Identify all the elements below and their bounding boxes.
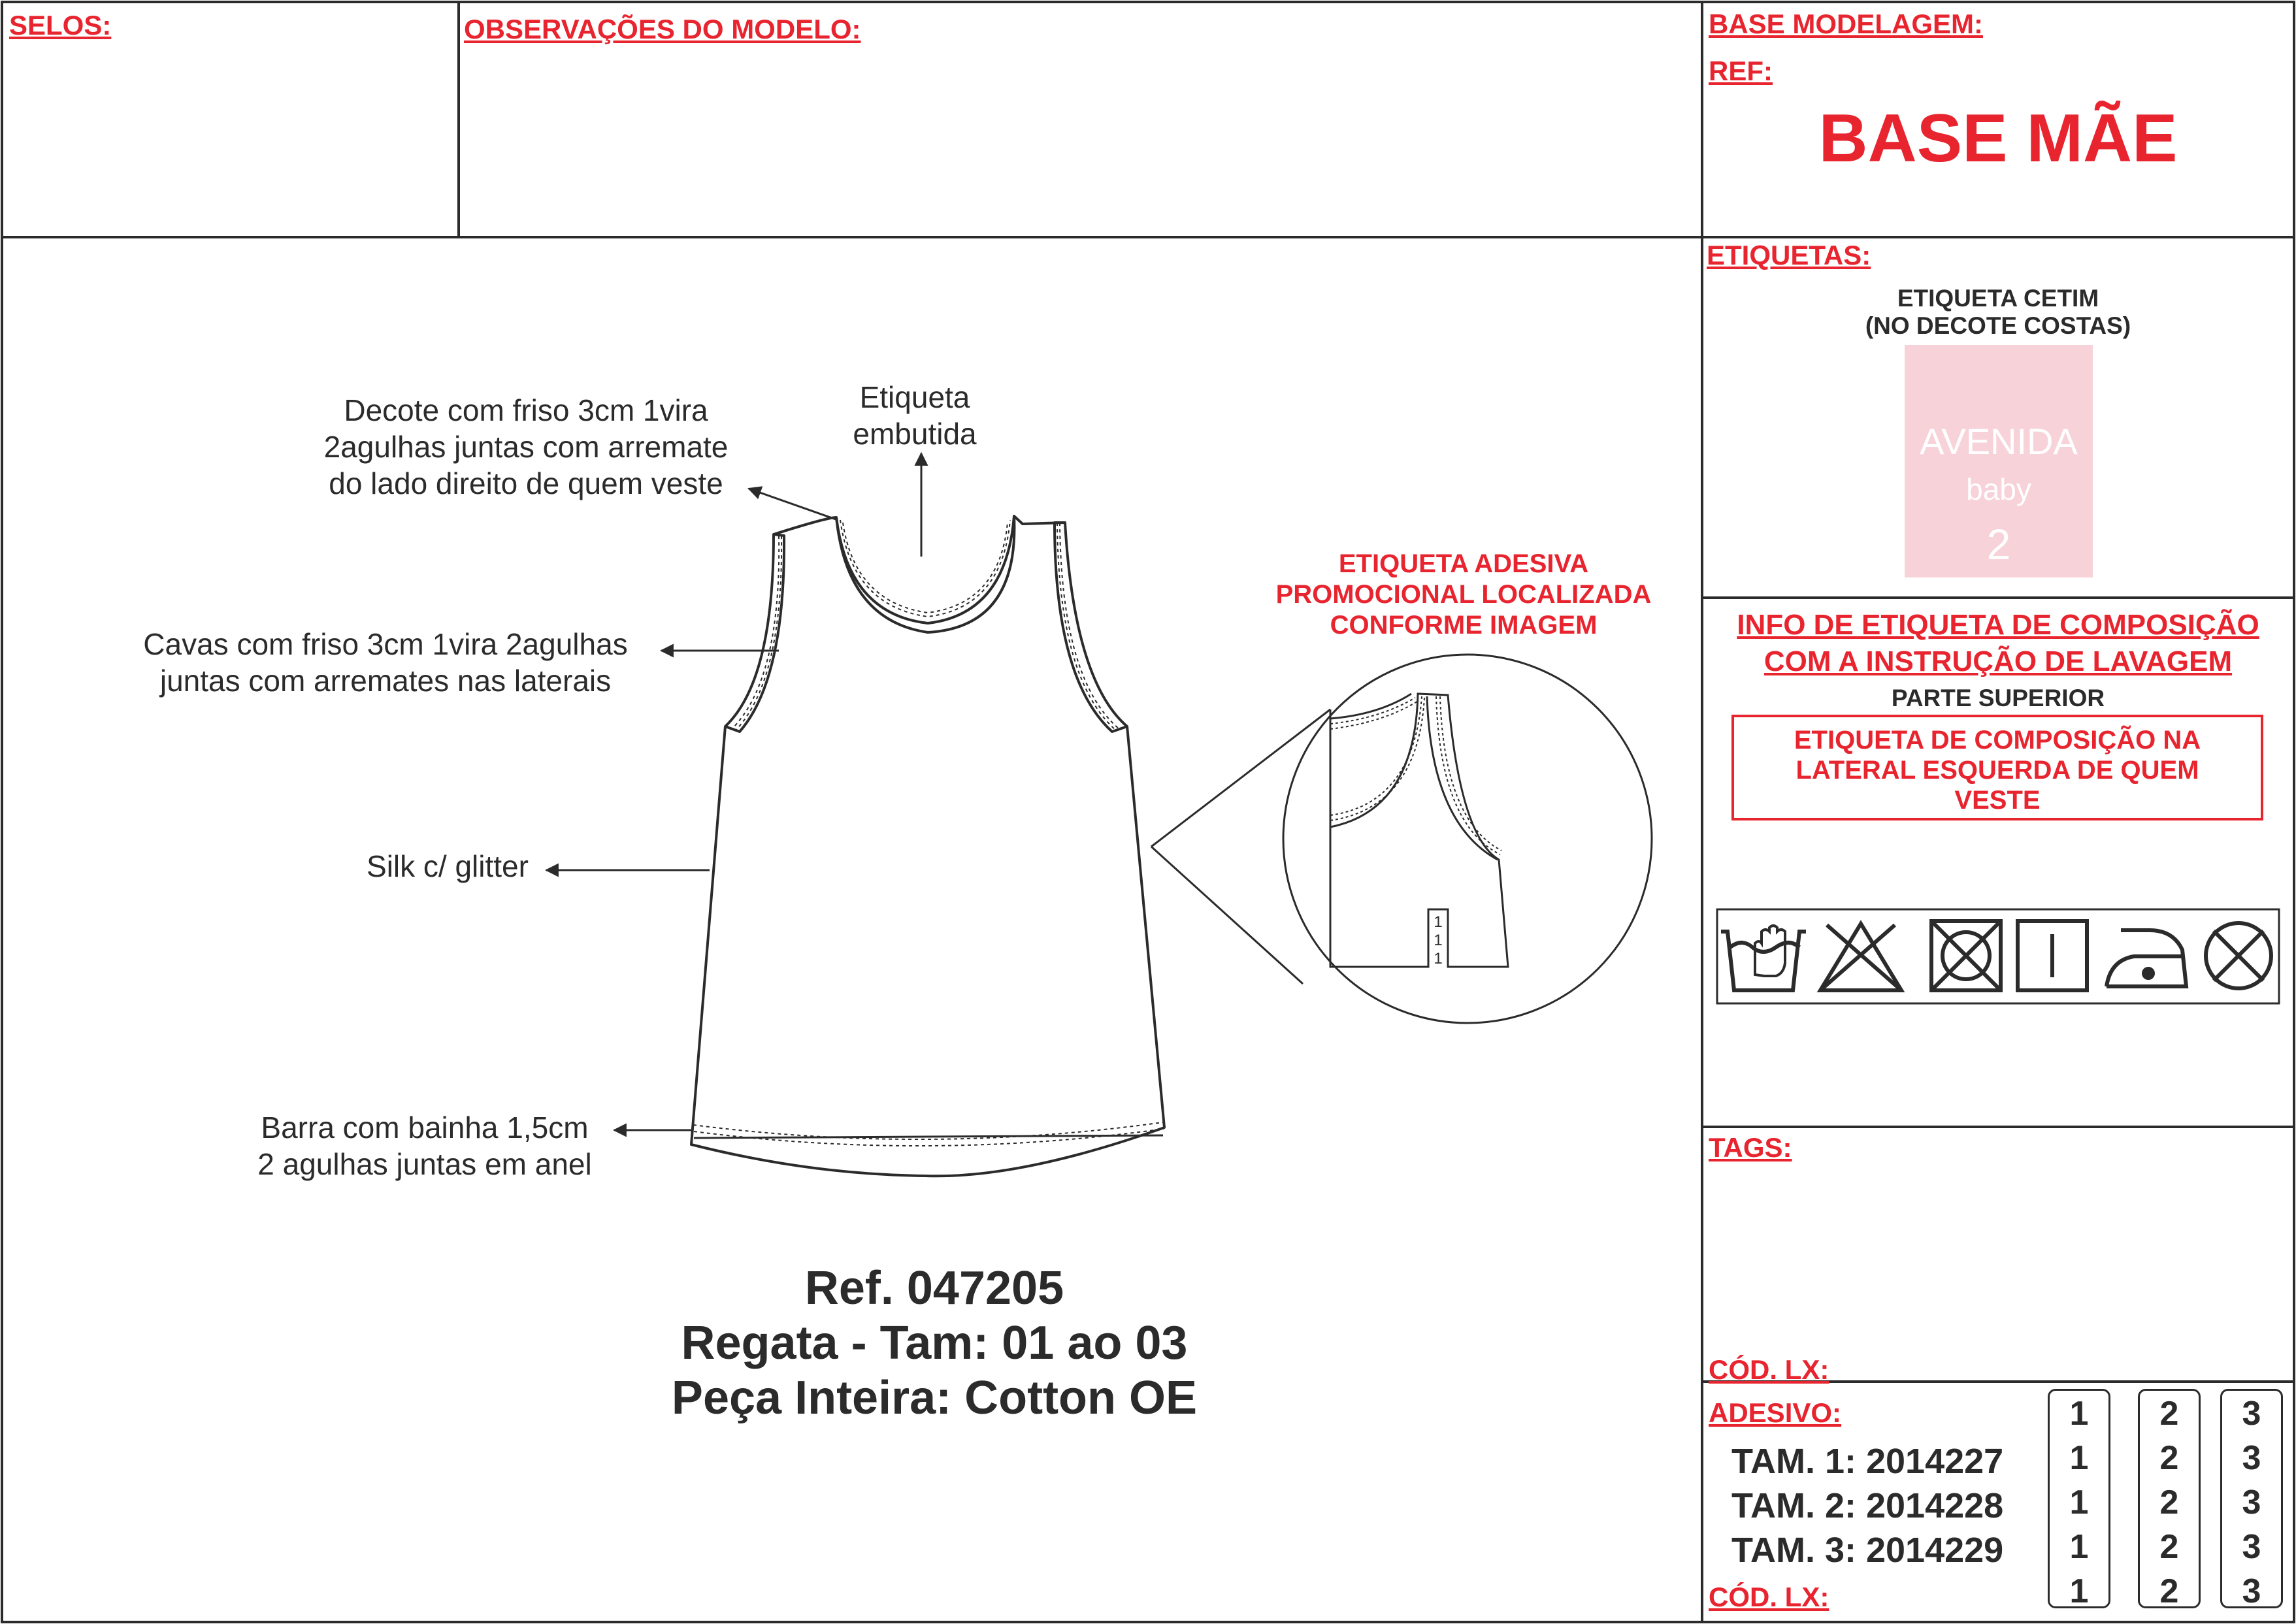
tam2-code: TAM. 2: 2014228 bbox=[1731, 1486, 2004, 1525]
composicao-title-line1: INFO DE ETIQUETA DE COMPOSIÇÃO bbox=[1737, 609, 2259, 641]
cavas-line: Cavas com friso 3cm 1vira 2agulhas bbox=[143, 627, 628, 661]
tags-label: TAGS: bbox=[1709, 1132, 1792, 1163]
size-cell: 1 bbox=[2069, 1484, 2089, 1521]
barra-line: 2 agulhas juntas em anel bbox=[257, 1147, 592, 1181]
composicao-title-line2: COM A INSTRUÇÃO DE LAVAGEM bbox=[1763, 645, 2233, 677]
size-column-2 bbox=[2140, 1391, 2199, 1614]
composicao-box-line2: LATERAL ESQUERDA DE QUEM bbox=[1796, 756, 2199, 785]
decote-annotation bbox=[294, 392, 758, 502]
size-cell: 2 bbox=[2159, 1572, 2179, 1610]
decote-line: 2agulhas juntas com arremate bbox=[323, 430, 729, 464]
base-modelagem-label: BASE MODELAGEM: bbox=[1709, 8, 1983, 39]
barra-annotation bbox=[235, 1109, 614, 1182]
tam3-code: TAM. 3: 2014229 bbox=[1731, 1531, 2004, 1570]
size-cell: 2 bbox=[2159, 1528, 2179, 1566]
adesiva-line: PROMOCIONAL LOCALIZADA bbox=[1275, 580, 1652, 609]
size-cell: 2 bbox=[2159, 1484, 2179, 1521]
no-tumble-dry-icon bbox=[1931, 921, 2001, 990]
etiqueta-embutida-annotation bbox=[817, 379, 1013, 452]
adesiva-line: ETIQUETA ADESIVA bbox=[1338, 549, 1589, 578]
size-cell: 1 bbox=[2069, 1528, 2089, 1566]
brand-sub: baby bbox=[1966, 472, 2031, 506]
cod-lx-label-1: CÓD. LX: bbox=[1709, 1354, 1829, 1385]
tam1-code: TAM. 1: 2014227 bbox=[1731, 1442, 2004, 1481]
care-symbols-strip bbox=[1716, 908, 2280, 1005]
no-bleach-icon bbox=[1820, 924, 1901, 990]
adesivo-label: ADESIVO: bbox=[1709, 1397, 1842, 1428]
decote-arrow bbox=[749, 489, 838, 520]
size-column-3 bbox=[2222, 1391, 2281, 1614]
etiqueta-embutida-line: embutida bbox=[853, 417, 977, 451]
size-cell: 1 bbox=[2069, 1395, 2089, 1433]
zoom-size-label bbox=[1428, 913, 1448, 968]
zoom-digit: 1 bbox=[1434, 932, 1443, 949]
size-cell: 2 bbox=[2159, 1439, 2179, 1477]
adesiva-annotation bbox=[1228, 549, 1699, 641]
size-cell: 3 bbox=[2242, 1395, 2261, 1433]
base-title: BASE MÃE bbox=[1818, 101, 2178, 176]
satin-brand-label bbox=[1905, 345, 2093, 577]
no-dry-clean-icon bbox=[2206, 923, 2271, 988]
zoom-digit: 1 bbox=[1434, 950, 1443, 967]
size-cell: 1 bbox=[2069, 1439, 2089, 1477]
size-cell: 3 bbox=[2242, 1439, 2261, 1477]
cod-lx-label-2: CÓD. LX: bbox=[1709, 1582, 1829, 1612]
ref-label: REF: bbox=[1709, 56, 1773, 86]
etiqueta-embutida-line: Etiqueta bbox=[859, 380, 970, 414]
size-cell: 1 bbox=[2069, 1572, 2089, 1610]
adesiva-line: CONFORME IMAGEM bbox=[1330, 611, 1598, 640]
decote-line: Decote com friso 3cm 1vira bbox=[344, 393, 708, 427]
zoom-digit: 1 bbox=[1434, 913, 1443, 931]
cavas-line: juntas com arremates nas laterais bbox=[159, 664, 612, 698]
size-column-1 bbox=[2050, 1391, 2108, 1614]
composicao-box bbox=[1731, 715, 2263, 820]
selos-label: SELOS: bbox=[9, 10, 112, 41]
size-cell: 3 bbox=[2242, 1572, 2261, 1610]
size-cell: 3 bbox=[2242, 1484, 2261, 1521]
decote-line: do lado direito de quem veste bbox=[329, 466, 723, 500]
product-name: Regata - Tam: 01 ao 03 bbox=[681, 1317, 1188, 1369]
product-fabric: Peça Inteira: Cotton OE bbox=[671, 1372, 1198, 1424]
iron-low-icon bbox=[2107, 930, 2186, 986]
barra-line: Barra com bainha 1,5cm bbox=[261, 1111, 589, 1145]
size-cell: 3 bbox=[2242, 1528, 2261, 1566]
parte-superior: PARTE SUPERIOR bbox=[1891, 685, 2105, 711]
cetim-line2: (NO DECOTE COSTAS) bbox=[1865, 312, 2131, 339]
line-dry-icon bbox=[2018, 921, 2087, 990]
brand-name: AVENIDA bbox=[1920, 421, 2078, 462]
garment-outline bbox=[691, 516, 1164, 1176]
product-ref: Ref. 047205 bbox=[804, 1262, 1064, 1314]
hand-wash-icon bbox=[1721, 926, 1806, 990]
cavas-annotation bbox=[111, 626, 660, 699]
silk-annotation: Silk c/ glitter bbox=[367, 849, 529, 883]
observacoes-label: OBSERVAÇÕES DO MODELO: bbox=[464, 14, 861, 44]
size-cell: 2 bbox=[2159, 1395, 2179, 1433]
etiquetas-label: ETIQUETAS: bbox=[1707, 240, 1871, 270]
cetim-line1: ETIQUETA CETIM bbox=[1897, 285, 2099, 312]
composicao-box-line3: VESTE bbox=[1954, 786, 2041, 815]
composicao-box-line1: ETIQUETA DE COMPOSIÇÃO NA bbox=[1794, 726, 2201, 755]
product-reference bbox=[575, 1261, 1294, 1425]
brand-size: 2 bbox=[1986, 520, 2011, 568]
